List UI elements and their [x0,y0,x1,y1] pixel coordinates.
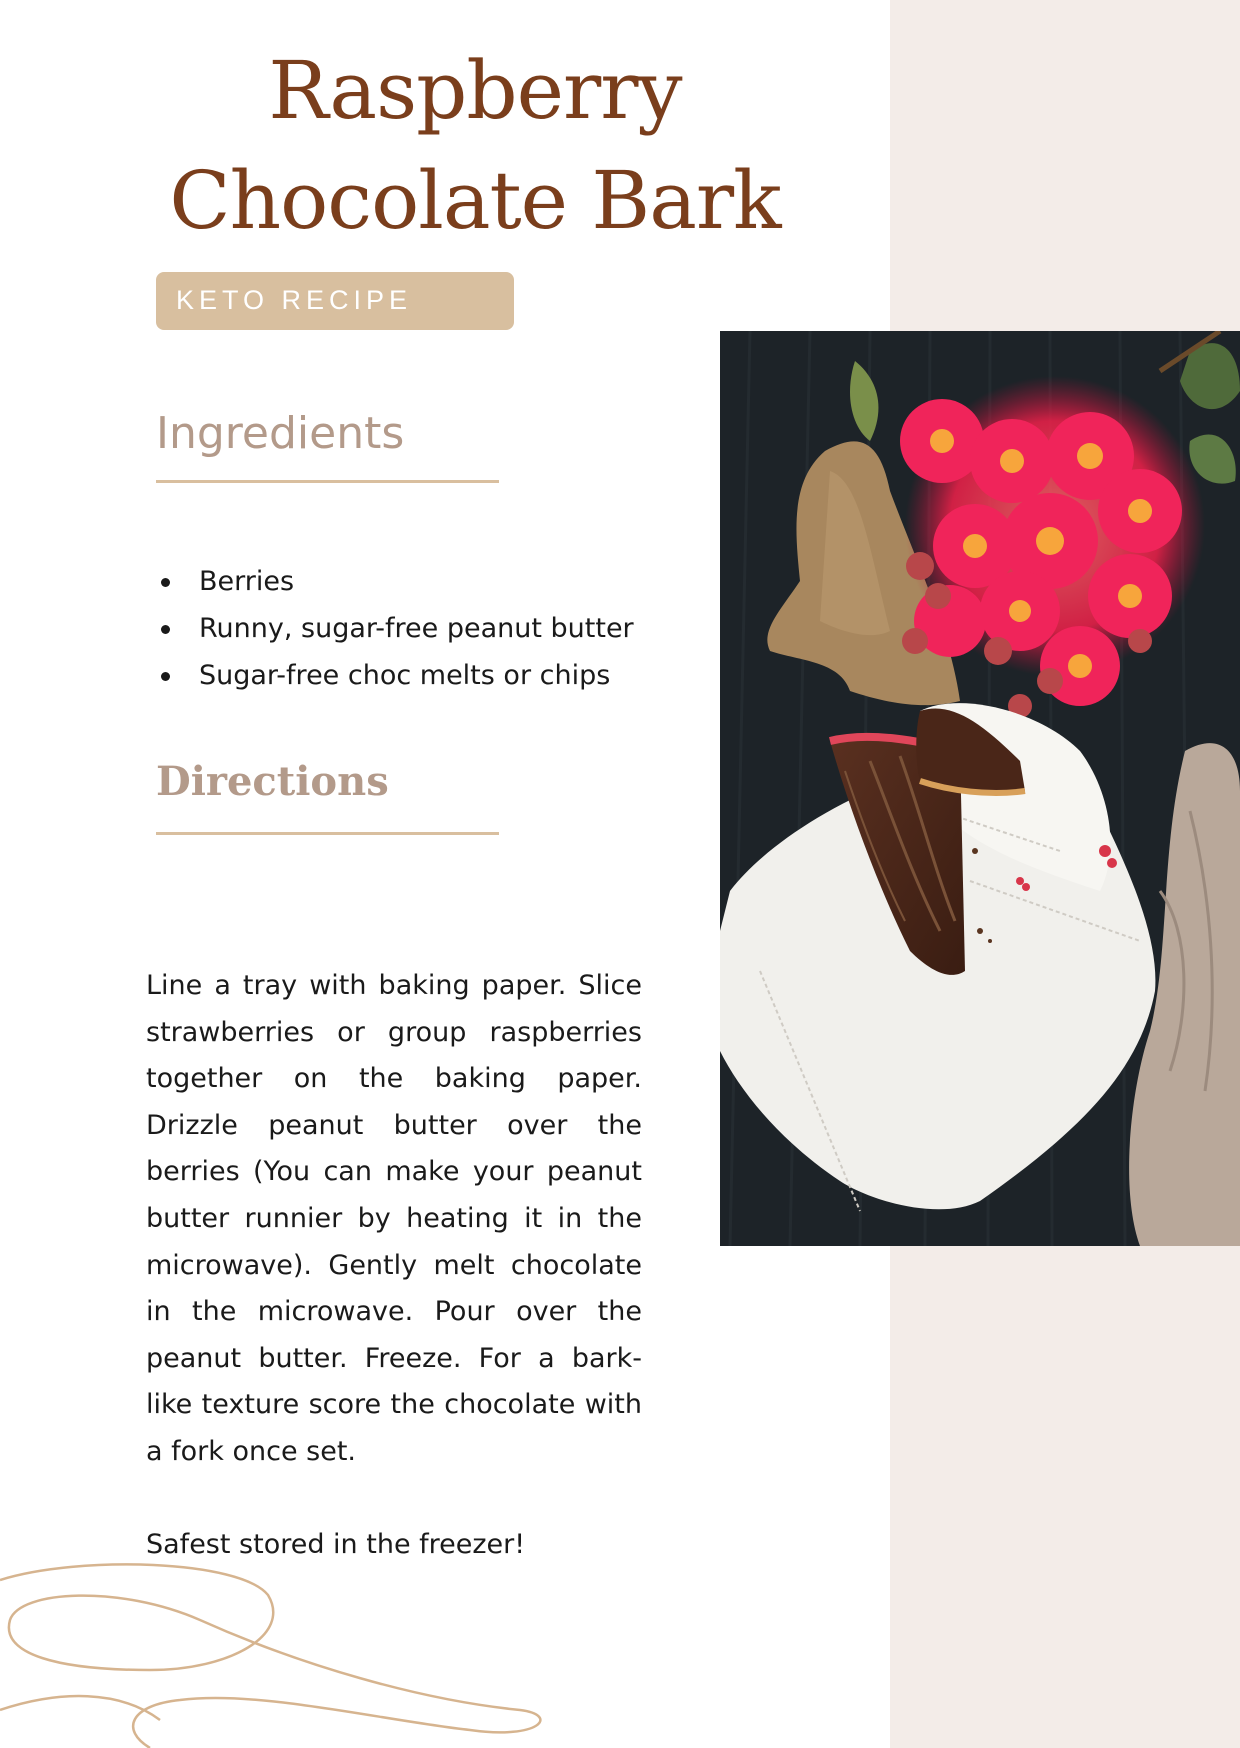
ingredients-list [156,558,676,699]
recipe-photo [720,331,1240,1246]
recipe-title: Raspberry Chocolate Bark [169,44,781,247]
storage-note: Safest stored in the freezer! [146,1529,526,1560]
ingredient-item: Runny, sugar-free peanut butter [156,605,676,652]
ingredient-item: Berries [156,558,676,605]
decorative-swirl [0,1560,560,1748]
directions-heading: Directions [156,758,389,805]
ingredients-divider [156,480,499,483]
ingredients-heading: Ingredients [156,408,405,459]
directions-divider [156,832,499,835]
ingredient-item: Sugar-free choc melts or chips [156,652,676,699]
keto-recipe-badge: KETO RECIPE [156,272,514,330]
directions-text: Line a tray with baking paper. Slice strawberries or group raspberries together on the baking paper. Drizzle peanut butter over the berries (You can make your peanut butter runnier by heating it in the microwave). Gently melt chocolate in the microwave. Pour over the peanut butter. Freeze. For a bark-like texture score the chocolate with a fork once set. [146,970,642,1467]
